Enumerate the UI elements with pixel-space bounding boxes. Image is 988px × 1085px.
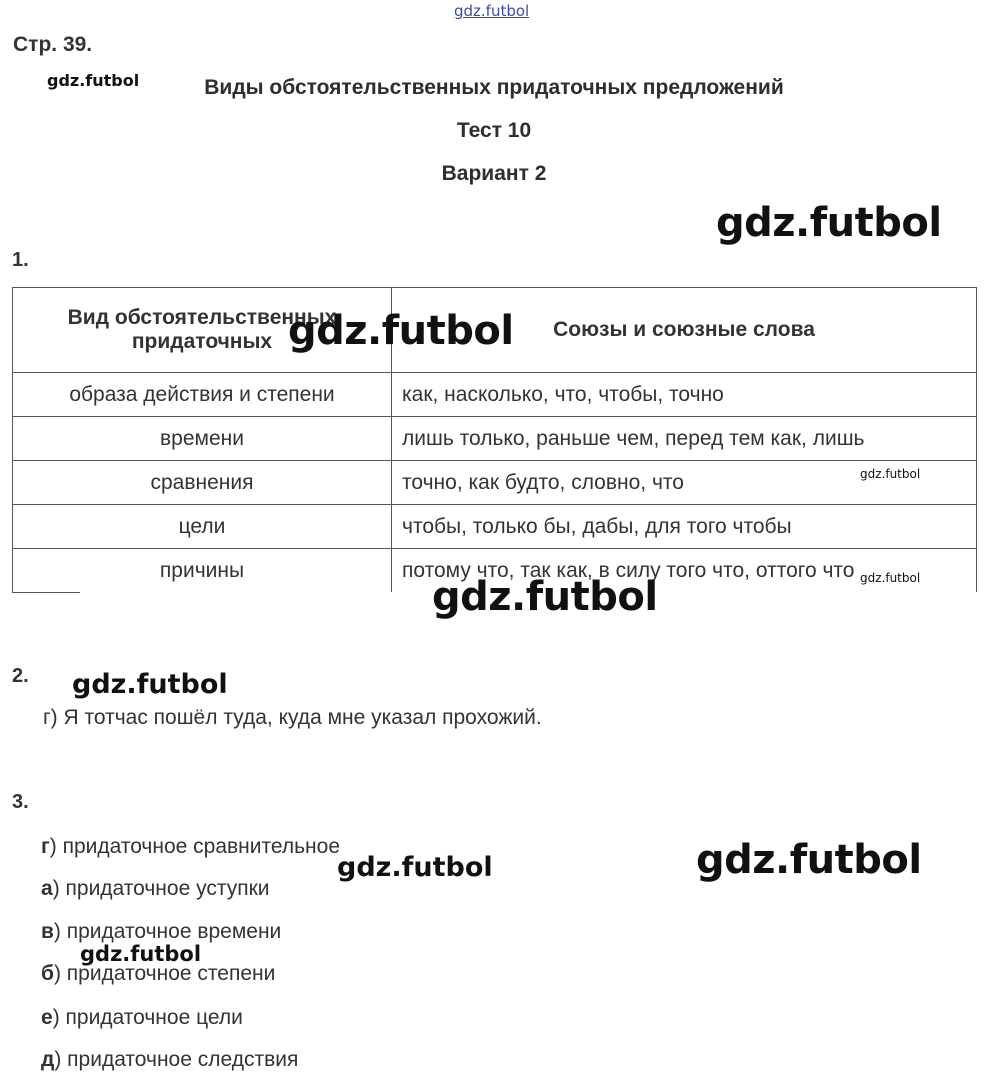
column-header-conjunctions: Союзы и союзные слова	[553, 318, 815, 341]
watermark: gdz.futbol	[80, 942, 202, 966]
task-3-number: 3.	[12, 791, 29, 813]
clause-type-cell: причины	[13, 549, 392, 593]
answer-text: ) придаточное времени	[53, 920, 282, 943]
table-row	[13, 505, 977, 549]
answer-letter: а	[41, 877, 53, 900]
answer-letter: б	[41, 962, 54, 985]
table-bottom-border-fragment	[12, 592, 80, 593]
watermark: gdz.futbol	[860, 467, 921, 481]
answer-text: ) придаточное уступки	[52, 877, 270, 900]
column-header-clause-type: Вид обстоятельственных придаточных	[67, 306, 337, 353]
watermark: gdz.futbol	[696, 837, 922, 883]
variant-title: Вариант 2	[441, 162, 547, 185]
clause-type-cell: времени	[13, 417, 392, 461]
task-3-answer-item	[41, 877, 270, 901]
answer-letter: д	[41, 1048, 55, 1071]
page-title: Виды обстоятельственных придаточных предложений	[204, 76, 784, 99]
table-row	[13, 417, 977, 461]
answer-text: ) придаточное сравнительное	[49, 835, 341, 858]
task-3-answer-item	[41, 1006, 243, 1030]
clause-type-cell: цели	[13, 505, 392, 549]
watermark-top-link[interactable]: gdz.futbol	[454, 2, 530, 20]
watermark: gdz.futbol	[47, 71, 140, 90]
conjunctions-cell: лишь только, раньше чем, перед тем как, лишь	[392, 417, 977, 461]
task-3-answer-item	[41, 920, 281, 944]
conjunctions-cell: как, насколько, что, чтобы, точно	[392, 373, 977, 417]
watermark: gdz.futbol	[288, 308, 514, 354]
watermark: gdz.futbol	[337, 852, 493, 883]
answer-letter: г	[41, 835, 50, 858]
task-2-number: 2.	[12, 665, 29, 687]
task-2-answer: г) Я тотчас пошёл туда, куда мне указал прохожий.	[43, 706, 542, 729]
answer-text: ) придаточное степени	[53, 962, 276, 985]
answer-text: ) придаточное следствия	[54, 1048, 299, 1071]
table-row	[13, 461, 977, 505]
clause-type-cell: сравнения	[13, 461, 392, 505]
watermark: gdz.futbol	[860, 571, 921, 585]
answer-text: ) придаточное цели	[52, 1006, 243, 1029]
task-1-number: 1.	[12, 249, 29, 271]
answer-letter: е	[41, 1006, 53, 1029]
test-title: Тест 10	[456, 119, 532, 142]
conjunctions-cell: точно, как будто, словно, что	[392, 461, 977, 505]
answer-letter: в	[41, 920, 54, 943]
conjunctions-cell: чтобы, только бы, дабы, для того чтобы	[392, 505, 977, 549]
watermark: gdz.futbol	[72, 669, 228, 700]
page-number-label: Стр. 39.	[13, 33, 93, 56]
table-row	[13, 373, 977, 417]
conjunctions-cell: потому что, так как, в силу того что, оттого что	[392, 549, 977, 593]
watermark: gdz.futbol	[716, 200, 942, 246]
task-3-answer-item	[41, 1048, 298, 1072]
clause-type-cell: образа действия и степени	[13, 373, 392, 417]
watermark: gdz.futbol	[432, 574, 658, 620]
task-3-answer-item	[41, 835, 340, 859]
